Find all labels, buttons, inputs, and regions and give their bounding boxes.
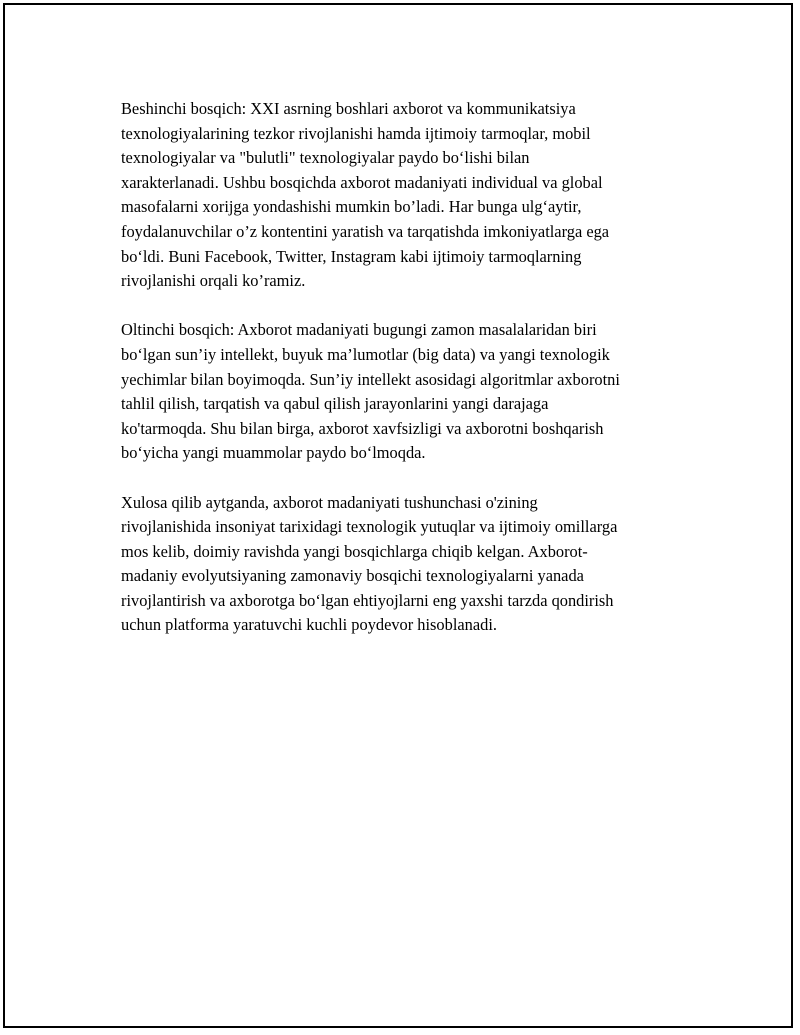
- paragraph-stage-six: [121, 318, 686, 466]
- text-line: uchun platforma yaratuvchi kuchli poydevor hisoblanadi.: [121, 615, 497, 635]
- text-line: rivojlanishi orqali ko’ramiz.: [121, 271, 306, 291]
- text-line: texnologiyalarining tezkor rivojlanishi hamda ijtimoiy tarmoqlar, mobil: [121, 123, 591, 143]
- text-line: yechimlar bilan boyimoqda. Sun’iy intellekt asosidagi algoritmlar axborotni: [121, 369, 620, 389]
- text-line: tahlil qilish, tarqatish va qabul qilish jarayonlarini yangi darajaga: [121, 394, 549, 414]
- text-line: madaniy evolyutsiyaning zamonaviy bosqichi texnologiyalarni yanada: [121, 566, 584, 586]
- text-line: Beshinchi bosqich: XXI asrning boshlari axborot va kommunikatsiya: [121, 99, 576, 118]
- text-line: Xulosa qilib aytganda, axborot madaniyati tushunchasi o'zining: [121, 492, 538, 512]
- text-line: xarakterlanadi. Ushbu bosqichda axborot madaniyati individual va global: [121, 172, 603, 192]
- text-line: bo‘yicha yangi muammolar paydo bo‘lmoqda.: [121, 443, 426, 463]
- text-line: ko'tarmoqda. Shu bilan birga, axborot xavfsizligi va axborotni boshqarish: [121, 418, 604, 438]
- text-line: masofalarni xorijga yondashishi mumkin bo’ladi. Har bunga ulg‘aytir,: [121, 197, 582, 217]
- text-line: texnologiyalar va "bulutli" texnologiyalar paydo bo‘lishi bilan: [121, 148, 530, 168]
- paragraph-stage-five: [121, 97, 686, 294]
- text-line: mos kelib, doimiy ravishda yangi bosqichlarga chiqib kelgan. Axborot-: [121, 541, 588, 561]
- text-line: bo‘lgan sun’iy intellekt, buyuk ma’lumotlar (big data) va yangi texnologik: [121, 344, 610, 364]
- document-page: [3, 3, 793, 1028]
- document-body: [121, 97, 686, 663]
- paragraph-conclusion: [121, 491, 686, 639]
- text-line: Oltinchi bosqich: Axborot madaniyati bugungi zamon masalalaridan biri: [121, 320, 597, 340]
- text-line: rivojlantirish va axborotga bo‘lgan ehtiyojlarni eng yaxshi tarzda qondirish: [121, 590, 614, 610]
- text-line: rivojlanishida insoniyat tarixidagi texnologik yutuqlar va ijtimoiy omillarga: [121, 517, 618, 537]
- text-line: bo‘ldi. Buni Facebook, Twitter, Instagram kabi ijtimoiy tarmoqlarning: [121, 246, 582, 266]
- text-line: foydalanuvchilar o’z kontentini yaratish va tarqatishda imkoniyatlarga ega: [121, 221, 610, 241]
